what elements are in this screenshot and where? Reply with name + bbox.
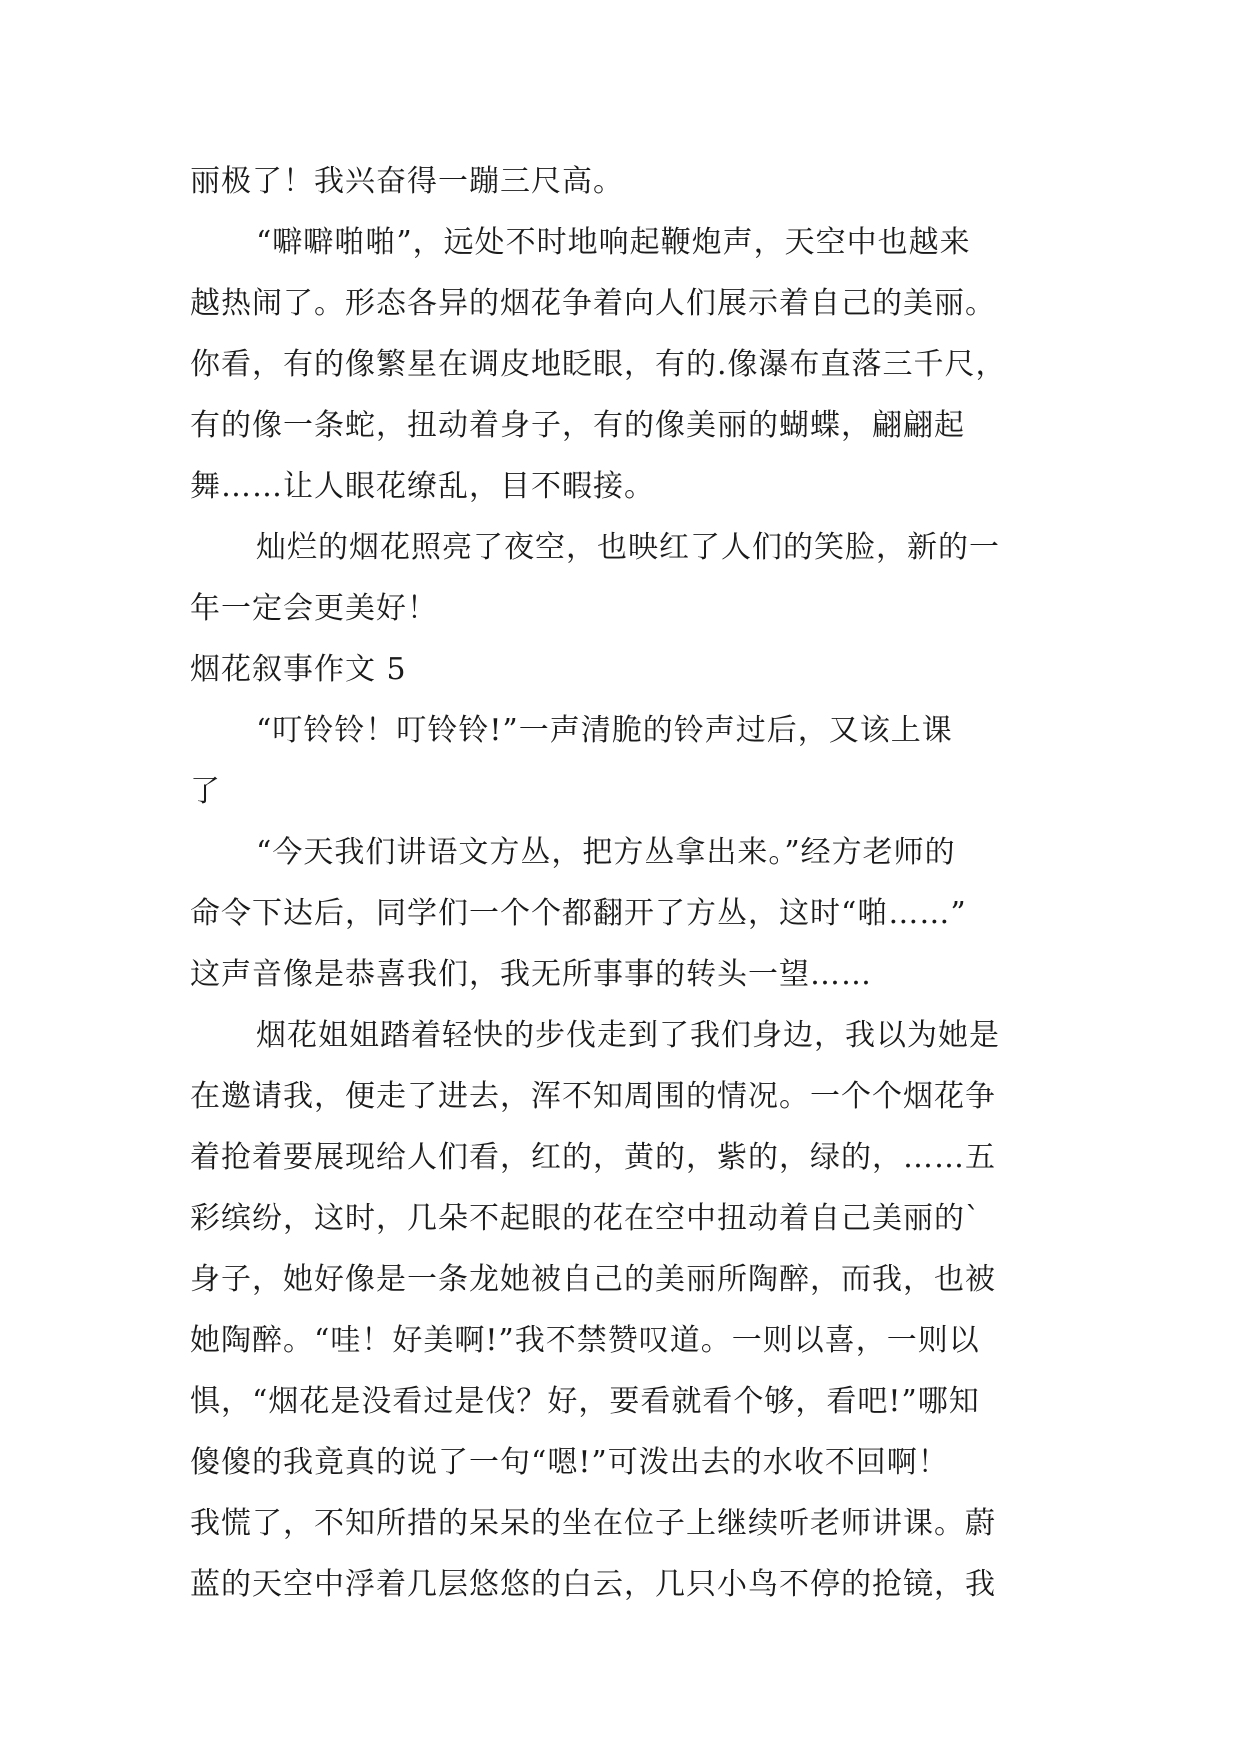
text-line: “叮铃铃！叮铃铃!”一声清脆的铃声过后，又该上课 [256, 713, 953, 748]
text-line: 傻傻的我竟真的说了一句“嗯!”可泼出去的水收不回啊！ [190, 1445, 949, 1480]
text-line: 她陶醉。“哇！好美啊!”我不禁赞叹道。一则以喜，一则以 [190, 1323, 980, 1358]
text-line: 身子，她好像是一条龙她被自己的美丽所陶醉，而我，也被 [190, 1262, 996, 1297]
text-line: 惧，“烟花是没看过是伐？好，要看就看个够，看吧!”哪知 [190, 1384, 980, 1419]
text-line: “今天我们讲语文方丛，把方丛拿出来。”经方老师的 [256, 835, 956, 870]
section-heading: 烟花叙事作文 5 [190, 652, 407, 687]
text-line: 舞……让人眼花缭乱，目不暇接。 [190, 469, 655, 504]
text-line: 你看，有的像繁星在调皮地眨眼，有的.像瀑布直落三千尺， [190, 347, 1007, 382]
text-line: 丽极了！我兴奋得一蹦三尺高。 [190, 164, 624, 199]
text-line: 我慌了，不知所措的呆呆的坐在位子上继续听老师讲课。蔚 [190, 1506, 996, 1541]
text-line: 着抢着要展现给人们看，红的，黄的，紫的，绿的，……五 [190, 1140, 996, 1175]
text-line: 有的像一条蛇，扭动着身子，有的像美丽的蝴蝶，翩翩起 [190, 408, 965, 443]
text-line: “噼噼啪啪”，远处不时地响起鞭炮声，天空中也越来 [256, 225, 971, 260]
text-line: 烟花姐姐踏着轻快的步伐走到了我们身边，我以为她是 [256, 1018, 1000, 1053]
text-line: 年一定会更美好！ [190, 591, 438, 626]
text-line: 这声音像是恭喜我们，我无所事事的转头一望…… [190, 957, 872, 992]
text-line: 了 [190, 774, 221, 809]
text-line: 命令下达后，同学们一个个都翻开了方丛，这时“啪……” [190, 896, 967, 931]
text-line: 彩缤纷，这时，几朵不起眼的花在空中扭动着自己美丽的` [190, 1201, 981, 1236]
text-line: 灿烂的烟花照亮了夜空，也映红了人们的笑脸，新的一 [256, 530, 1000, 565]
text-line: 蓝的天空中浮着几层悠悠的白云，几只小鸟不停的抢镜，我 [190, 1567, 996, 1602]
text-line: 在邀请我，便走了进去，浑不知周围的情况。一个个烟花争 [190, 1079, 996, 1114]
text-line: 越热闹了。形态各异的烟花争着向人们展示着自己的美丽。 [190, 286, 996, 321]
